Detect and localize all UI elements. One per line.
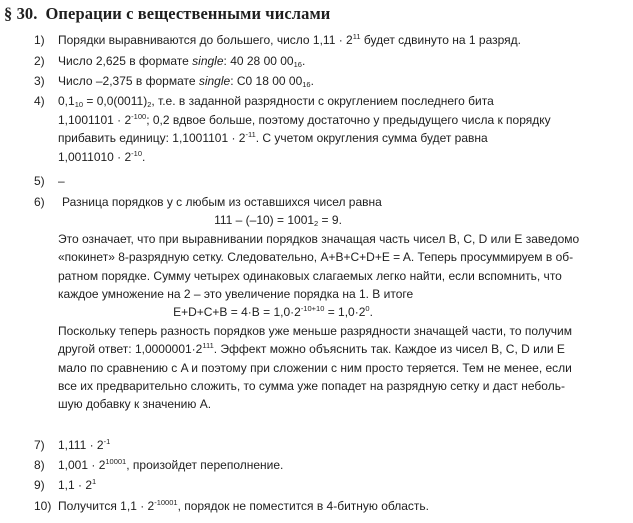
exponent: -10+10 xyxy=(300,304,325,314)
equation-1 xyxy=(58,211,498,229)
item-text xyxy=(58,172,624,191)
text-fragment: . xyxy=(310,74,314,88)
item-text xyxy=(58,72,624,91)
text-fragment: , порядок не поместится в 4-битную область. xyxy=(177,499,430,513)
text-fragment: 0,1 xyxy=(58,94,75,108)
item-text xyxy=(58,476,624,495)
exponent: -1 xyxy=(103,437,111,446)
text-fragment: , т.е. в заданной разрядности с округлением последнего бита xyxy=(151,94,494,108)
exponent: 11 xyxy=(352,32,361,41)
text-fragment: Получится 1,1 · 2 xyxy=(58,499,155,513)
text-fragment: = 1,0·2 xyxy=(324,305,366,320)
item-text xyxy=(58,436,624,455)
item-text xyxy=(58,497,624,516)
text-fragment: 1,001 · 2 xyxy=(58,458,106,472)
equation-2 xyxy=(58,303,488,321)
text-fragment: Порядки выравниваются до большего, число 1,11 · 2 xyxy=(58,33,353,47)
text-fragment: : C0 18 00 00 xyxy=(230,74,303,88)
text-fragment: . xyxy=(369,305,373,320)
item-number: 8) xyxy=(34,458,45,472)
exponent: -100 xyxy=(131,111,147,121)
item-text xyxy=(58,52,624,71)
text-fragment: Поскольку теперь разность порядков уже меньше разрядности значащей части, то получим xyxy=(58,323,572,338)
exponent: -10 xyxy=(131,148,143,158)
item-text xyxy=(58,193,624,414)
text-fragment: Число 2,625 в формате xyxy=(58,54,193,68)
item-number: 9) xyxy=(34,478,45,492)
item-text xyxy=(58,456,624,475)
item-number: 2) xyxy=(34,54,45,68)
subscript: 10 xyxy=(74,100,84,109)
item-number: 6) xyxy=(34,195,45,209)
text-fragment: 1,0011010 · 2 xyxy=(58,149,132,164)
subscript: 16 xyxy=(302,80,311,89)
text-fragment: . xyxy=(142,149,146,164)
text-fragment: 111 – (–10) = 1001 xyxy=(214,213,315,228)
text-fragment: . С учетом округления сумма будет равна xyxy=(255,131,488,146)
text-fragment: все их предварительно сложить, то сумма уже попадет на разрядную сетку и даст неболь- xyxy=(58,379,565,394)
text-fragment: прибавить единицу: 1,1001101 · 2 xyxy=(58,131,246,146)
item-text xyxy=(58,92,624,166)
text-fragment: мало по сравнению с A и поэтому при сложении с ним просто теряется. Тем не менее, если xyxy=(58,360,572,375)
text-fragment: будет сдвинуто на 1 разряд. xyxy=(360,33,521,47)
item-number: 7) xyxy=(34,438,45,452)
exponent: -11 xyxy=(245,130,256,140)
exponent: -10001 xyxy=(154,498,178,507)
exponent: 111 xyxy=(202,341,214,351)
section-heading xyxy=(4,4,330,24)
format-name: single xyxy=(198,74,231,88)
text-fragment: = 0,0(0011) xyxy=(83,94,148,108)
text-fragment: = 9. xyxy=(318,213,342,228)
text-fragment: шую добавку к значению A. xyxy=(58,397,212,412)
text-fragment: 1,1 · 2 xyxy=(58,478,93,492)
text-fragment: 1,111 · 2 xyxy=(58,438,104,452)
item-number: 3) xyxy=(34,74,45,88)
text-fragment: каждое умножение на 2 – это увеличение порядка на 1. В итоге xyxy=(58,287,414,302)
item-number: 10) xyxy=(34,499,52,513)
text-fragment: . xyxy=(301,54,306,68)
subscript: 16 xyxy=(293,60,302,69)
subscript: 2 xyxy=(147,100,152,109)
text-fragment: : 40 28 00 00 xyxy=(223,54,294,68)
text-fragment: «покинет» 8-разрядную сетку. Следовательно, A+B+C+D+E = A. Теперь просуммируем в об- xyxy=(58,250,574,265)
section-number: § 30. xyxy=(4,4,38,23)
text-fragment: . Эффект можно объяснить так. Каждое из чисел B, C, D или E xyxy=(213,342,565,357)
item-number: 4) xyxy=(34,94,45,108)
item-number: 5) xyxy=(34,174,45,188)
text-fragment: Число –2,375 в формате xyxy=(58,74,199,88)
text-fragment: ; 0,2 вдвое больше, поэтому достаточно у предыдущего числа к порядку xyxy=(146,112,551,127)
text-fragment: E+D+C+B = 4·B = 1,0·2 xyxy=(173,305,301,320)
text-fragment: ратном порядке. Сумму четырех одинаковых слагаемых легко найти, если вспомнить, что xyxy=(58,268,562,283)
text-fragment: Это означает, что при выравнивании порядков значащая часть чисел B, C, D или E заведомо xyxy=(58,231,580,246)
text-fragment: другой ответ: 1,0000001·2 xyxy=(58,342,203,357)
exponent: 1 xyxy=(92,477,97,486)
text-fragment: 1,1001101 · 2 xyxy=(58,112,132,127)
item-text xyxy=(58,31,624,50)
section-title: Операции с вещественными числами xyxy=(45,4,331,23)
subscript: 2 xyxy=(314,219,319,229)
exponent: 0 xyxy=(365,304,370,314)
format-name: single xyxy=(192,54,224,68)
item-number: 1) xyxy=(34,33,45,47)
text-fragment: , произойдет переполнение. xyxy=(126,458,284,472)
text-fragment: Разница порядков у с любым из оставшихся чисел равна xyxy=(62,195,382,209)
text-fragment: – xyxy=(58,174,65,188)
exponent: 10001 xyxy=(105,457,127,466)
